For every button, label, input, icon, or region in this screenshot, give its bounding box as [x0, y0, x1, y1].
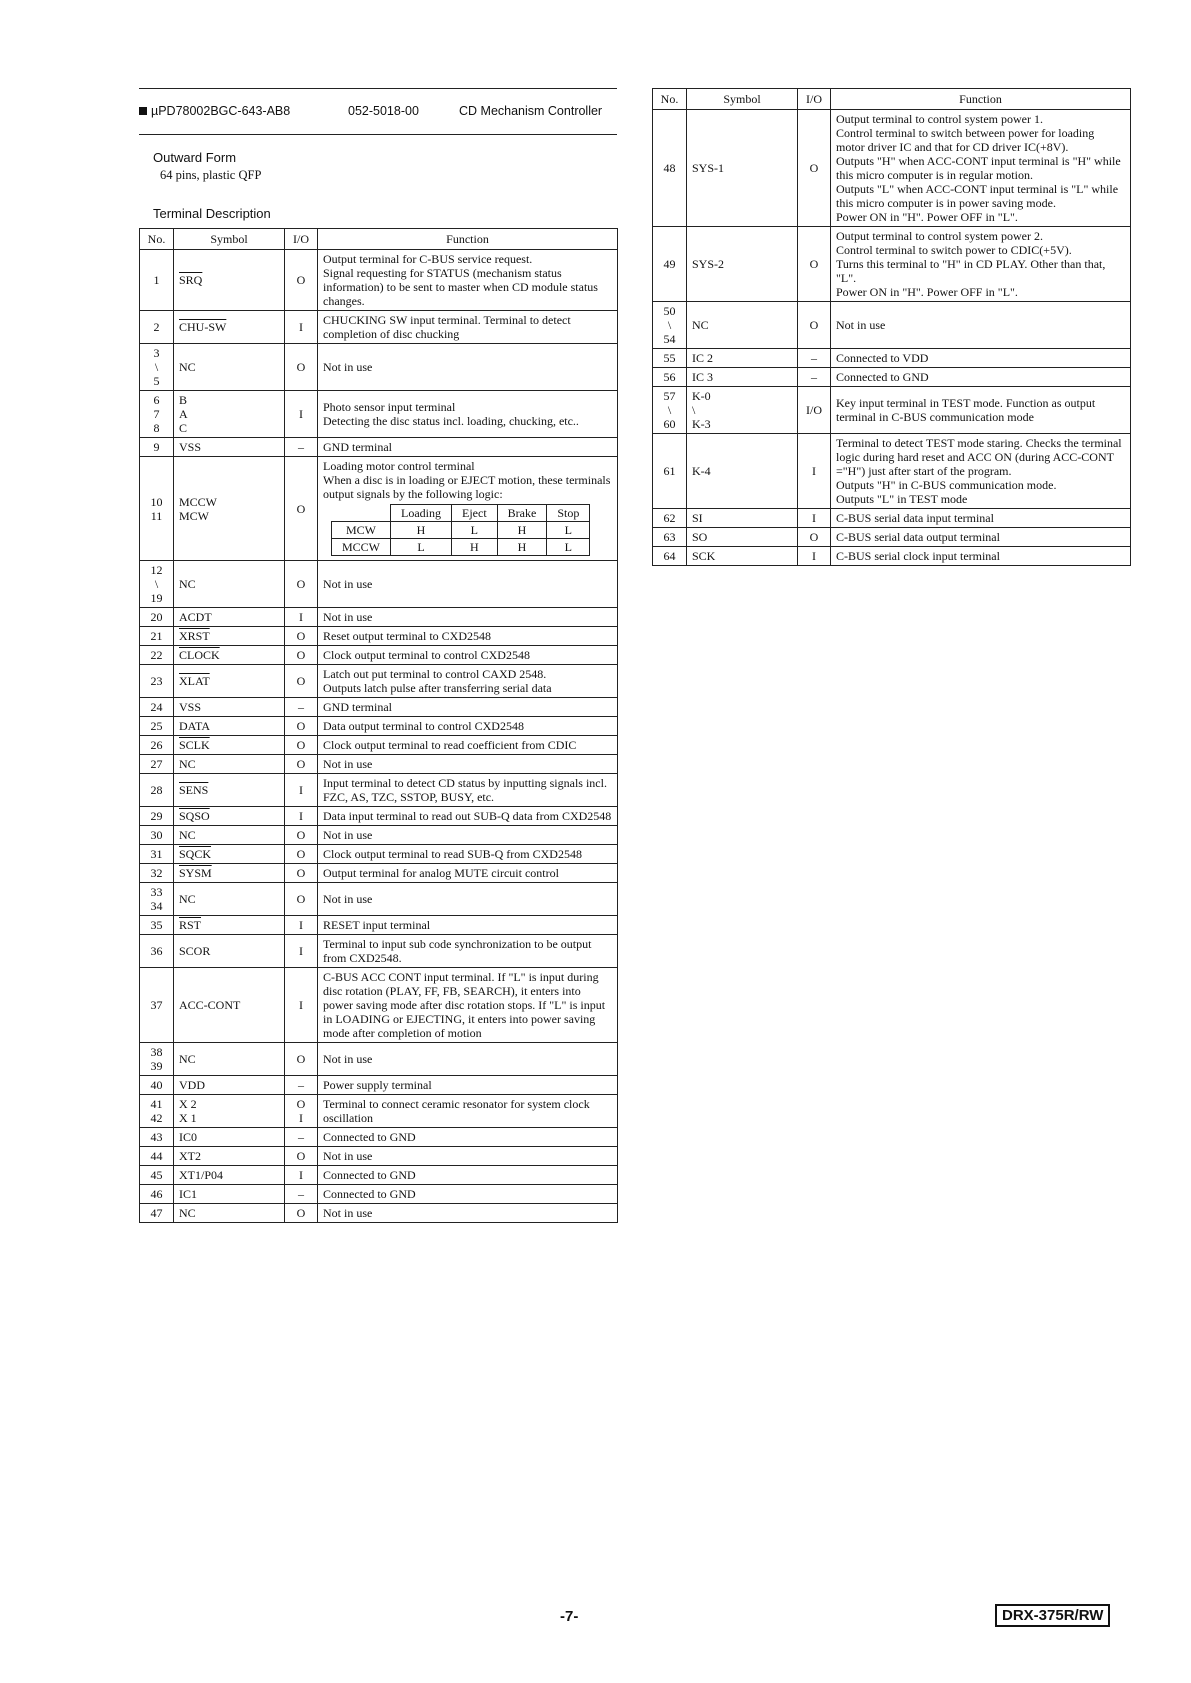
pin-number: 2: [140, 311, 174, 344]
pin-number: 45: [140, 1166, 174, 1185]
pin-function: [318, 1128, 618, 1147]
col-no: No.: [140, 229, 174, 250]
pin-function: [831, 387, 1131, 434]
pin-row: [140, 344, 618, 391]
pin-function-text: Loading motor control terminal When a disc is in loading or EJECT motion, these terminals output signals by the following logic:: [323, 459, 611, 501]
pin-symbol: X 2 X 1: [174, 1095, 285, 1128]
pin-function: [318, 968, 618, 1043]
square-bullet-icon: [139, 107, 147, 115]
pin-io: O: [285, 845, 318, 864]
pin-row: [653, 434, 1131, 509]
pin-io: O: [285, 665, 318, 698]
pin-number: 50 \ 54: [653, 302, 687, 349]
pin-io: I: [285, 968, 318, 1043]
pin-io: –: [285, 698, 318, 717]
pin-io: –: [798, 349, 831, 368]
pin-function-text: Not in use: [323, 757, 373, 771]
pin-symbol: XT1/P04: [174, 1166, 285, 1185]
pin-function: [318, 1166, 618, 1185]
pin-function-text: Clock output terminal to read coefficient from CDIC: [323, 738, 577, 752]
pin-row: [140, 1166, 618, 1185]
pin-number: 27: [140, 755, 174, 774]
pin-number: 46: [140, 1185, 174, 1204]
pin-function-text: Terminal to input sub code synchronization to be output from CXD2548.: [323, 937, 592, 965]
pin-function-text: Terminal to connect ceramic resonator for system clock oscillation: [323, 1097, 590, 1125]
pin-function: [318, 344, 618, 391]
pin-function-text: C-BUS serial clock input terminal: [836, 549, 1000, 563]
pin-symbol: NC: [174, 1043, 285, 1076]
pin-io: –: [285, 1076, 318, 1095]
logic-header-cell: [332, 505, 391, 522]
document-title: CD Mechanism Controller: [459, 104, 603, 118]
pin-function-text: Reset output terminal to CXD2548: [323, 629, 491, 643]
pin-symbol: IC 2: [687, 349, 798, 368]
col-io: I/O: [285, 229, 318, 250]
pin-row: [653, 302, 1131, 349]
logic-cell: L: [391, 539, 452, 556]
pin-row: [140, 1128, 618, 1147]
pin-number: 64: [653, 547, 687, 566]
pin-symbol: $\overline{SRQ}$: [174, 250, 285, 311]
pin-symbol: SI: [687, 509, 798, 528]
pin-io: I: [285, 311, 318, 344]
pin-row: [140, 935, 618, 968]
pin-function: [318, 391, 618, 438]
page-header: [139, 88, 617, 135]
pin-io: –: [285, 1185, 318, 1204]
pin-function-text: Connected to GND: [323, 1130, 416, 1144]
pin-function: [318, 845, 618, 864]
part-code: 052-5018-00: [348, 104, 419, 118]
pin-symbol: K-4: [687, 434, 798, 509]
pin-function-text: Output terminal for analog MUTE circuit control: [323, 866, 559, 880]
pin-number: 33 34: [140, 883, 174, 916]
pin-number: 28: [140, 774, 174, 807]
pin-row: [653, 547, 1131, 566]
pin-function: [318, 250, 618, 311]
pin-io: O: [798, 302, 831, 349]
pin-function-text: Not in use: [323, 1149, 373, 1163]
pin-number: 55: [653, 349, 687, 368]
pin-function-text: Data input terminal to read out SUB-Q data from CXD2548: [323, 809, 612, 823]
pin-function-text: Not in use: [323, 828, 373, 842]
pin-number: 37: [140, 968, 174, 1043]
pin-io: I: [285, 608, 318, 627]
pin-function: [831, 349, 1131, 368]
pin-function: [318, 438, 618, 457]
pin-number: 29: [140, 807, 174, 826]
logic-table: [331, 504, 590, 556]
pin-function: [318, 717, 618, 736]
pin-symbol: SO: [687, 528, 798, 547]
pin-function-text: Not in use: [323, 360, 373, 374]
pin-symbol: SCLK: [174, 736, 285, 755]
pin-number: 44: [140, 1147, 174, 1166]
pin-function-text: Connected to GND: [323, 1168, 416, 1182]
pin-number: 35: [140, 916, 174, 935]
pin-symbol: NC: [174, 344, 285, 391]
pin-function: [831, 368, 1131, 387]
pin-row: [140, 864, 618, 883]
pin-symbol: $\overline{RST}$: [174, 916, 285, 935]
pin-function: [318, 935, 618, 968]
page-number: -7-: [560, 1608, 579, 1625]
pin-io: –: [285, 438, 318, 457]
pin-number: 30: [140, 826, 174, 845]
pin-symbol: SQCK: [174, 845, 285, 864]
pin-row: [140, 250, 618, 311]
pin-number: 61: [653, 434, 687, 509]
pin-io: O: [285, 1204, 318, 1223]
terminal-description-label: Terminal Description: [153, 206, 271, 221]
pin-row: [140, 717, 618, 736]
pin-number: 25: [140, 717, 174, 736]
pin-function-text: Not in use: [323, 1052, 373, 1066]
pin-symbol: CLOCK: [174, 646, 285, 665]
pin-function: [318, 883, 618, 916]
pin-number: 32: [140, 864, 174, 883]
pin-number: 21: [140, 627, 174, 646]
pin-row: [140, 311, 618, 344]
outward-form-label: Outward Form: [153, 150, 237, 165]
pin-io: I: [798, 547, 831, 566]
pin-row: [140, 1204, 618, 1223]
pin-function-text: Not in use: [323, 577, 373, 591]
pin-io: O: [285, 755, 318, 774]
pin-number: 48: [653, 110, 687, 227]
pin-symbol: XT2: [174, 1147, 285, 1166]
pin-symbol: SYS-1: [687, 110, 798, 227]
pin-symbol: VSS: [174, 698, 285, 717]
pin-row: [140, 736, 618, 755]
pin-row: [140, 1095, 618, 1128]
pin-io: O: [285, 344, 318, 391]
pin-symbol: NC: [174, 755, 285, 774]
pin-function: [831, 110, 1131, 227]
pin-function: [318, 864, 618, 883]
pin-number: 47: [140, 1204, 174, 1223]
pin-function-text: Output terminal to control system power 2. Control terminal to switch power to CDIC(+5V). Turns this terminal to "H" in CD PLAY. Other than that, "L". Power ON in "H". Power OFF in "L".: [836, 229, 1106, 299]
pin-io: I/O: [798, 387, 831, 434]
pin-row: [653, 387, 1131, 434]
pin-number: 26: [140, 736, 174, 755]
pin-function-text: C-BUS serial data input terminal: [836, 511, 994, 525]
pin-io: I: [798, 509, 831, 528]
pin-row: [140, 608, 618, 627]
pin-function: [318, 1076, 618, 1095]
pin-row: [653, 368, 1131, 387]
pin-row: [140, 627, 618, 646]
pin-function: [318, 646, 618, 665]
pin-io: O: [285, 646, 318, 665]
pin-row: [140, 1147, 618, 1166]
part-number: µPD78002BGC-643-AB8: [139, 104, 290, 118]
pin-symbol: IC0: [174, 1128, 285, 1147]
pin-function-text: Output terminal for C-BUS service request. Signal requesting for STATUS (mechanism status information) to be sent to master when CD module status changes.: [323, 252, 598, 308]
pin-function: [318, 561, 618, 608]
pin-function: [831, 547, 1131, 566]
col-no: No.: [653, 89, 687, 110]
pin-number: 56: [653, 368, 687, 387]
pin-function: [318, 736, 618, 755]
pin-number: 10 11: [140, 457, 174, 561]
pin-row: [653, 349, 1131, 368]
logic-cell: MCCW: [332, 539, 391, 556]
pin-symbol: SYSM: [174, 864, 285, 883]
pin-function: [318, 608, 618, 627]
pin-symbol: ACC-CONT: [174, 968, 285, 1043]
pin-row: [140, 826, 618, 845]
pin-symbol: NC: [174, 1204, 285, 1223]
pin-row: [140, 845, 618, 864]
pin-function-text: Photo sensor input terminal Detecting the disc status incl. loading, chucking, etc..: [323, 400, 579, 428]
pin-io: O: [285, 736, 318, 755]
pin-io: –: [285, 1128, 318, 1147]
pin-number: 62: [653, 509, 687, 528]
pin-function-text: RESET input terminal: [323, 918, 431, 932]
pin-number: 36: [140, 935, 174, 968]
terminal-table-right: [652, 88, 1131, 566]
pin-function: [831, 528, 1131, 547]
pin-number: 63: [653, 528, 687, 547]
pin-row: [140, 774, 618, 807]
pin-row: [653, 509, 1131, 528]
pin-function-text: C-BUS serial data output terminal: [836, 530, 1000, 544]
pin-function: [831, 509, 1131, 528]
pin-function: [318, 755, 618, 774]
logic-cell: L: [547, 539, 590, 556]
pin-io: O: [285, 717, 318, 736]
pin-io: I: [798, 434, 831, 509]
logic-row: [332, 539, 590, 556]
pin-row: [653, 110, 1131, 227]
outward-form-value: 64 pins, plastic QFP: [160, 168, 262, 182]
col-symbol: Symbol: [174, 229, 285, 250]
pin-io: O: [798, 227, 831, 302]
pin-io: I: [285, 391, 318, 438]
pin-function-text: Not in use: [836, 318, 886, 332]
pin-function: [318, 1204, 618, 1223]
pin-number: 38 39: [140, 1043, 174, 1076]
pin-io: O: [285, 627, 318, 646]
pin-number: 31: [140, 845, 174, 864]
pin-symbol: NC: [174, 561, 285, 608]
pin-io: O: [285, 561, 318, 608]
pin-function-text: Connected to VDD: [836, 351, 929, 365]
pin-row: [653, 227, 1131, 302]
pin-function-text: Terminal to detect TEST mode staring. Checks the terminal logic during hard reset and ACC ON (during ACC-CONT ="H") just after start of the program. Outputs "H" in C-BUS communication mode. Outputs "L" in TEST mode: [836, 436, 1122, 506]
pin-row: [140, 391, 618, 438]
pin-row: [140, 698, 618, 717]
pin-symbol: XLAT: [174, 665, 285, 698]
pin-io: I: [285, 916, 318, 935]
pin-function-text: Input terminal to detect CD status by inputting signals incl. FZC, AS, TZC, SSTOP, BUSY, etc.: [323, 776, 607, 804]
pin-symbol: B A C: [174, 391, 285, 438]
pin-function: [318, 1185, 618, 1204]
pin-row: [140, 883, 618, 916]
pin-symbol: CHU-SW: [174, 311, 285, 344]
pin-function-text: Not in use: [323, 610, 373, 624]
pin-function: [318, 1147, 618, 1166]
logic-cell: H: [497, 522, 547, 539]
logic-cell: L: [452, 522, 498, 539]
col-function: Function: [318, 229, 618, 250]
pin-symbol: NC: [687, 302, 798, 349]
pin-row: [140, 1076, 618, 1095]
terminal-table-left: [139, 228, 618, 1223]
pin-row: [140, 561, 618, 608]
logic-header-cell: Brake: [497, 505, 547, 522]
pin-symbol: VDD: [174, 1076, 285, 1095]
pin-io: O: [285, 1043, 318, 1076]
pin-function: [318, 774, 618, 807]
logic-cell: H: [497, 539, 547, 556]
pin-function: [318, 826, 618, 845]
pin-symbol: SYS-2: [687, 227, 798, 302]
pin-number: 57 \ 60: [653, 387, 687, 434]
pin-io: O: [798, 528, 831, 547]
pin-number: 40: [140, 1076, 174, 1095]
logic-cell: H: [452, 539, 498, 556]
pin-number: 23: [140, 665, 174, 698]
logic-cell: MCW: [332, 522, 391, 539]
pin-row: [140, 665, 618, 698]
pin-symbol: NC: [174, 883, 285, 916]
pin-symbol: IC 3: [687, 368, 798, 387]
pin-function-text: Clock output terminal to control CXD2548: [323, 648, 530, 662]
pin-io: O: [285, 457, 318, 561]
pin-row: [140, 1043, 618, 1076]
pin-symbol: ACDT: [174, 608, 285, 627]
pin-function-text: GND terminal: [323, 440, 392, 454]
pin-io: I: [285, 774, 318, 807]
col-function: Function: [831, 89, 1131, 110]
pin-number: 12 \ 19: [140, 561, 174, 608]
pin-function-text: CHUCKING SW input terminal. Terminal to detect completion of disc chucking: [323, 313, 571, 341]
pin-io: O: [285, 826, 318, 845]
pin-function-text: Connected to GND: [836, 370, 929, 384]
pin-row: [140, 755, 618, 774]
pin-number: 6 7 8: [140, 391, 174, 438]
pin-function-text: Power supply terminal: [323, 1078, 432, 1092]
pin-io: O: [798, 110, 831, 227]
pin-function-text: Not in use: [323, 1206, 373, 1220]
pin-function: [831, 227, 1131, 302]
pin-function: [318, 807, 618, 826]
pin-symbol: DATA: [174, 717, 285, 736]
pin-number: 24: [140, 698, 174, 717]
pin-row: [140, 1185, 618, 1204]
logic-row: [332, 522, 590, 539]
pin-function-text: C-BUS ACC CONT input terminal. If "L" is input during disc rotation (PLAY, FF, FB, SEARCH), it enters into power saving mode after disc rotation stops. If "L" is input in LOADING or EJECTING, it enters into power saving mode after completion of motion: [323, 970, 606, 1040]
pin-symbol: SCOR: [174, 935, 285, 968]
pin-symbol: VSS: [174, 438, 285, 457]
pin-io: I: [285, 1166, 318, 1185]
pin-symbol: NC: [174, 826, 285, 845]
pin-function-text: GND terminal: [323, 700, 392, 714]
pin-row: [140, 916, 618, 935]
col-symbol: Symbol: [687, 89, 798, 110]
pin-io: I: [285, 935, 318, 968]
pin-function-text: Data output terminal to control CXD2548: [323, 719, 524, 733]
pin-function-text: Latch out put terminal to control CAXD 2548. Outputs latch pulse after transferring serial data: [323, 667, 552, 695]
pin-io: I: [285, 807, 318, 826]
logic-header-cell: Eject: [452, 505, 498, 522]
pin-row: [140, 438, 618, 457]
pin-row: [140, 457, 618, 561]
pin-io: O I: [285, 1095, 318, 1128]
pin-row: [140, 807, 618, 826]
logic-header-row: [332, 505, 590, 522]
logic-cell: H: [391, 522, 452, 539]
pin-function: [831, 434, 1131, 509]
logic-cell: L: [547, 522, 590, 539]
pin-io: O: [285, 1147, 318, 1166]
pin-function: [318, 457, 618, 561]
model-badge: DRX-375R/RW: [995, 1604, 1110, 1627]
pin-function-text: Not in use: [323, 892, 373, 906]
pin-io: O: [285, 883, 318, 916]
pin-number: 22: [140, 646, 174, 665]
pin-number: 49: [653, 227, 687, 302]
pin-number: 3 \ 5: [140, 344, 174, 391]
pin-number: 1: [140, 250, 174, 311]
pin-function-text: Output terminal to control system power 1. Control terminal to switch between power for loading motor driver IC and that for CD driver IC(+8V). Outputs "H" when ACC-CONT input terminal is "H" while this micro computer is in regular motion. Outputs "L" when ACC-CONT input terminal is "L" while this micro computer is in power saving mode. Power ON in "H". Power OFF in "L".: [836, 112, 1121, 224]
logic-header-cell: Loading: [391, 505, 452, 522]
pin-symbol: SQSO: [174, 807, 285, 826]
pin-symbol: XRST: [174, 627, 285, 646]
pin-io: O: [285, 250, 318, 311]
pin-row: [140, 646, 618, 665]
pin-number: 41 42: [140, 1095, 174, 1128]
pin-io: O: [285, 864, 318, 883]
pin-io: –: [798, 368, 831, 387]
pin-function: [318, 1043, 618, 1076]
pin-number: 9: [140, 438, 174, 457]
pin-symbol: MCCW MCW: [174, 457, 285, 561]
pin-row: [653, 528, 1131, 547]
pin-symbol: IC1: [174, 1185, 285, 1204]
pin-function-text: Clock output terminal to read SUB-Q from CXD2548: [323, 847, 582, 861]
pin-function: [318, 698, 618, 717]
pin-function-text: Connected to GND: [323, 1187, 416, 1201]
pin-function: [318, 916, 618, 935]
pin-function: [318, 665, 618, 698]
pin-function: [318, 311, 618, 344]
pin-symbol: SCK: [687, 547, 798, 566]
col-io: I/O: [798, 89, 831, 110]
logic-header-cell: Stop: [547, 505, 590, 522]
pin-symbol: SENS: [174, 774, 285, 807]
pin-function: [318, 627, 618, 646]
pin-symbol: K-0 \ K-3: [687, 387, 798, 434]
pin-number: 43: [140, 1128, 174, 1147]
pin-number: 20: [140, 608, 174, 627]
pin-function-text: Key input terminal in TEST mode. Function as output terminal in C-BUS communication mode: [836, 396, 1096, 424]
pin-function: [831, 302, 1131, 349]
pin-row: [140, 968, 618, 1043]
pin-function: [318, 1095, 618, 1128]
